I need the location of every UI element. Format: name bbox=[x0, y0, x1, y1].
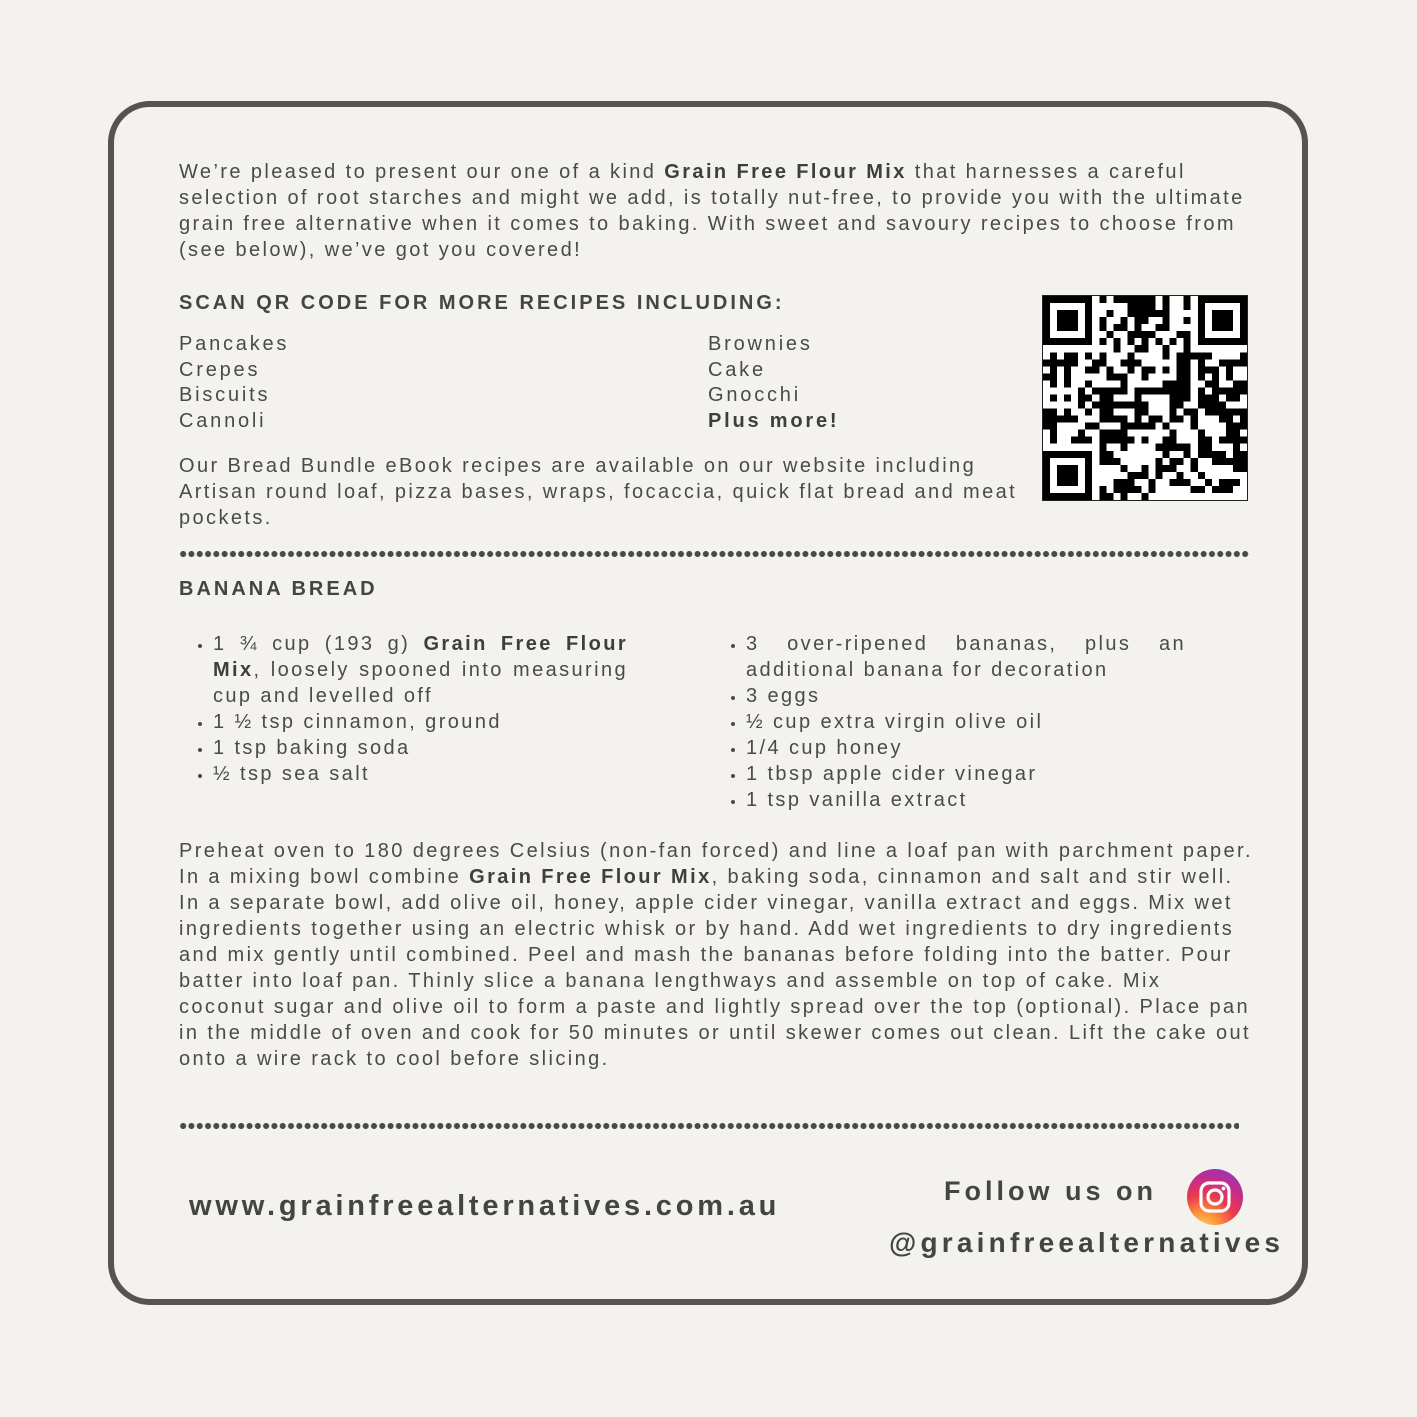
method-paragraph bbox=[179, 838, 1254, 1072]
follow-label: Follow us on bbox=[944, 1176, 1157, 1206]
ingredients-list-left bbox=[179, 631, 628, 787]
recipe-title: BANANA BREAD bbox=[179, 578, 378, 600]
dotted-divider bbox=[179, 550, 1249, 558]
ingredient-text-rest: , loosely spooned into measuring cup and levelled off bbox=[213, 659, 628, 707]
ingredients-list-right bbox=[712, 631, 1186, 813]
list-item: Cake bbox=[708, 358, 766, 381]
recipe-list-left bbox=[179, 332, 289, 434]
intro-paragraph bbox=[179, 159, 1249, 263]
qr-code-icon[interactable] bbox=[1042, 295, 1248, 501]
instagram-handle[interactable]: @grainfreealternatives bbox=[889, 1227, 1285, 1258]
recipe-more: Plus more! bbox=[708, 409, 840, 432]
intro-text-rest: that harnesses a careful selection of root starches and might we add, is totally nut-free, to provide you with the ultimate grain free alternative when it comes to baking. With sweet and savoury recipes to choose from (see below), we’ve got you covered! bbox=[179, 161, 1245, 261]
method-text-rest: , baking soda, cinnamon and salt and stir well. In a separate bowl, add olive oil, honey, apple cider vinegar, vanilla extract and eggs. Mix wet ingredients together using an electric whisk or by hand. Add wet ingredients to dry ingredients and mix gently until combined. Peel and mash the bananas before folding into the batter. Pour batter into loaf pan. Thinly slice a banana lengthways and assemble on top of cake. Mix coconut sugar and olive oil to form a paste and lightly spread over the top (optional). Place pan in the middle of oven and cook for 50 minutes or until skewer comes out clean. Lift the cake out onto a wire rack to cool before slicing. bbox=[179, 866, 1251, 1070]
bread-bundle-text: Our Bread Bundle eBook recipes are available on our website including Artisan round loaf, pizza bases, wraps, focaccia, quick flat bread and meat pockets. bbox=[179, 455, 1018, 529]
list-item: • 3 over-ripened bananas, plus an additional banana for decoration bbox=[746, 631, 1186, 683]
dotted-divider bbox=[179, 1122, 1239, 1130]
list-item: • 1 ½ tsp cinnamon, ground bbox=[213, 709, 628, 735]
list-item: • 1/4 cup honey bbox=[746, 735, 1186, 761]
intro-text: We’re pleased to present our one of a kind bbox=[179, 161, 665, 183]
scan-heading: SCAN QR CODE FOR MORE RECIPES INCLUDING: bbox=[179, 292, 785, 314]
list-item: • 1 tsp baking soda bbox=[213, 735, 628, 761]
list-item: • ½ cup extra virgin olive oil bbox=[746, 709, 1186, 735]
product-name: Grain Free Flour Mix bbox=[213, 633, 628, 681]
method-text: Preheat oven to 180 degrees Celsius (non-fan forced) and line a loaf pan with parchment paper. In a mixing bowl combine bbox=[179, 840, 1253, 888]
website-link[interactable]: www.grainfreealternatives.com.au bbox=[189, 1190, 781, 1222]
recipe-list-right bbox=[708, 332, 839, 434]
list-item: Crepes bbox=[179, 358, 261, 381]
list-item: • ½ tsp sea salt bbox=[213, 761, 628, 787]
ingredient-item bbox=[213, 631, 628, 709]
list-item: Pancakes bbox=[179, 333, 290, 355]
list-item: Cannoli bbox=[179, 409, 267, 432]
product-name: Grain Free Flour Mix bbox=[664, 161, 907, 183]
list-item: • 3 eggs bbox=[746, 683, 1186, 709]
list-item: Biscuits bbox=[179, 384, 271, 406]
ingredient-text: 1 ¾ cup (193 g) bbox=[213, 633, 424, 655]
list-item: • 1 tbsp apple cider vinegar bbox=[746, 761, 1186, 787]
instagram-icon[interactable] bbox=[1187, 1169, 1243, 1225]
list-item: • 1 tsp vanilla extract bbox=[746, 787, 1186, 813]
list-item: Gnocchi bbox=[708, 384, 801, 406]
product-name: Grain Free Flour Mix bbox=[469, 866, 712, 888]
list-item: Brownies bbox=[708, 333, 813, 355]
